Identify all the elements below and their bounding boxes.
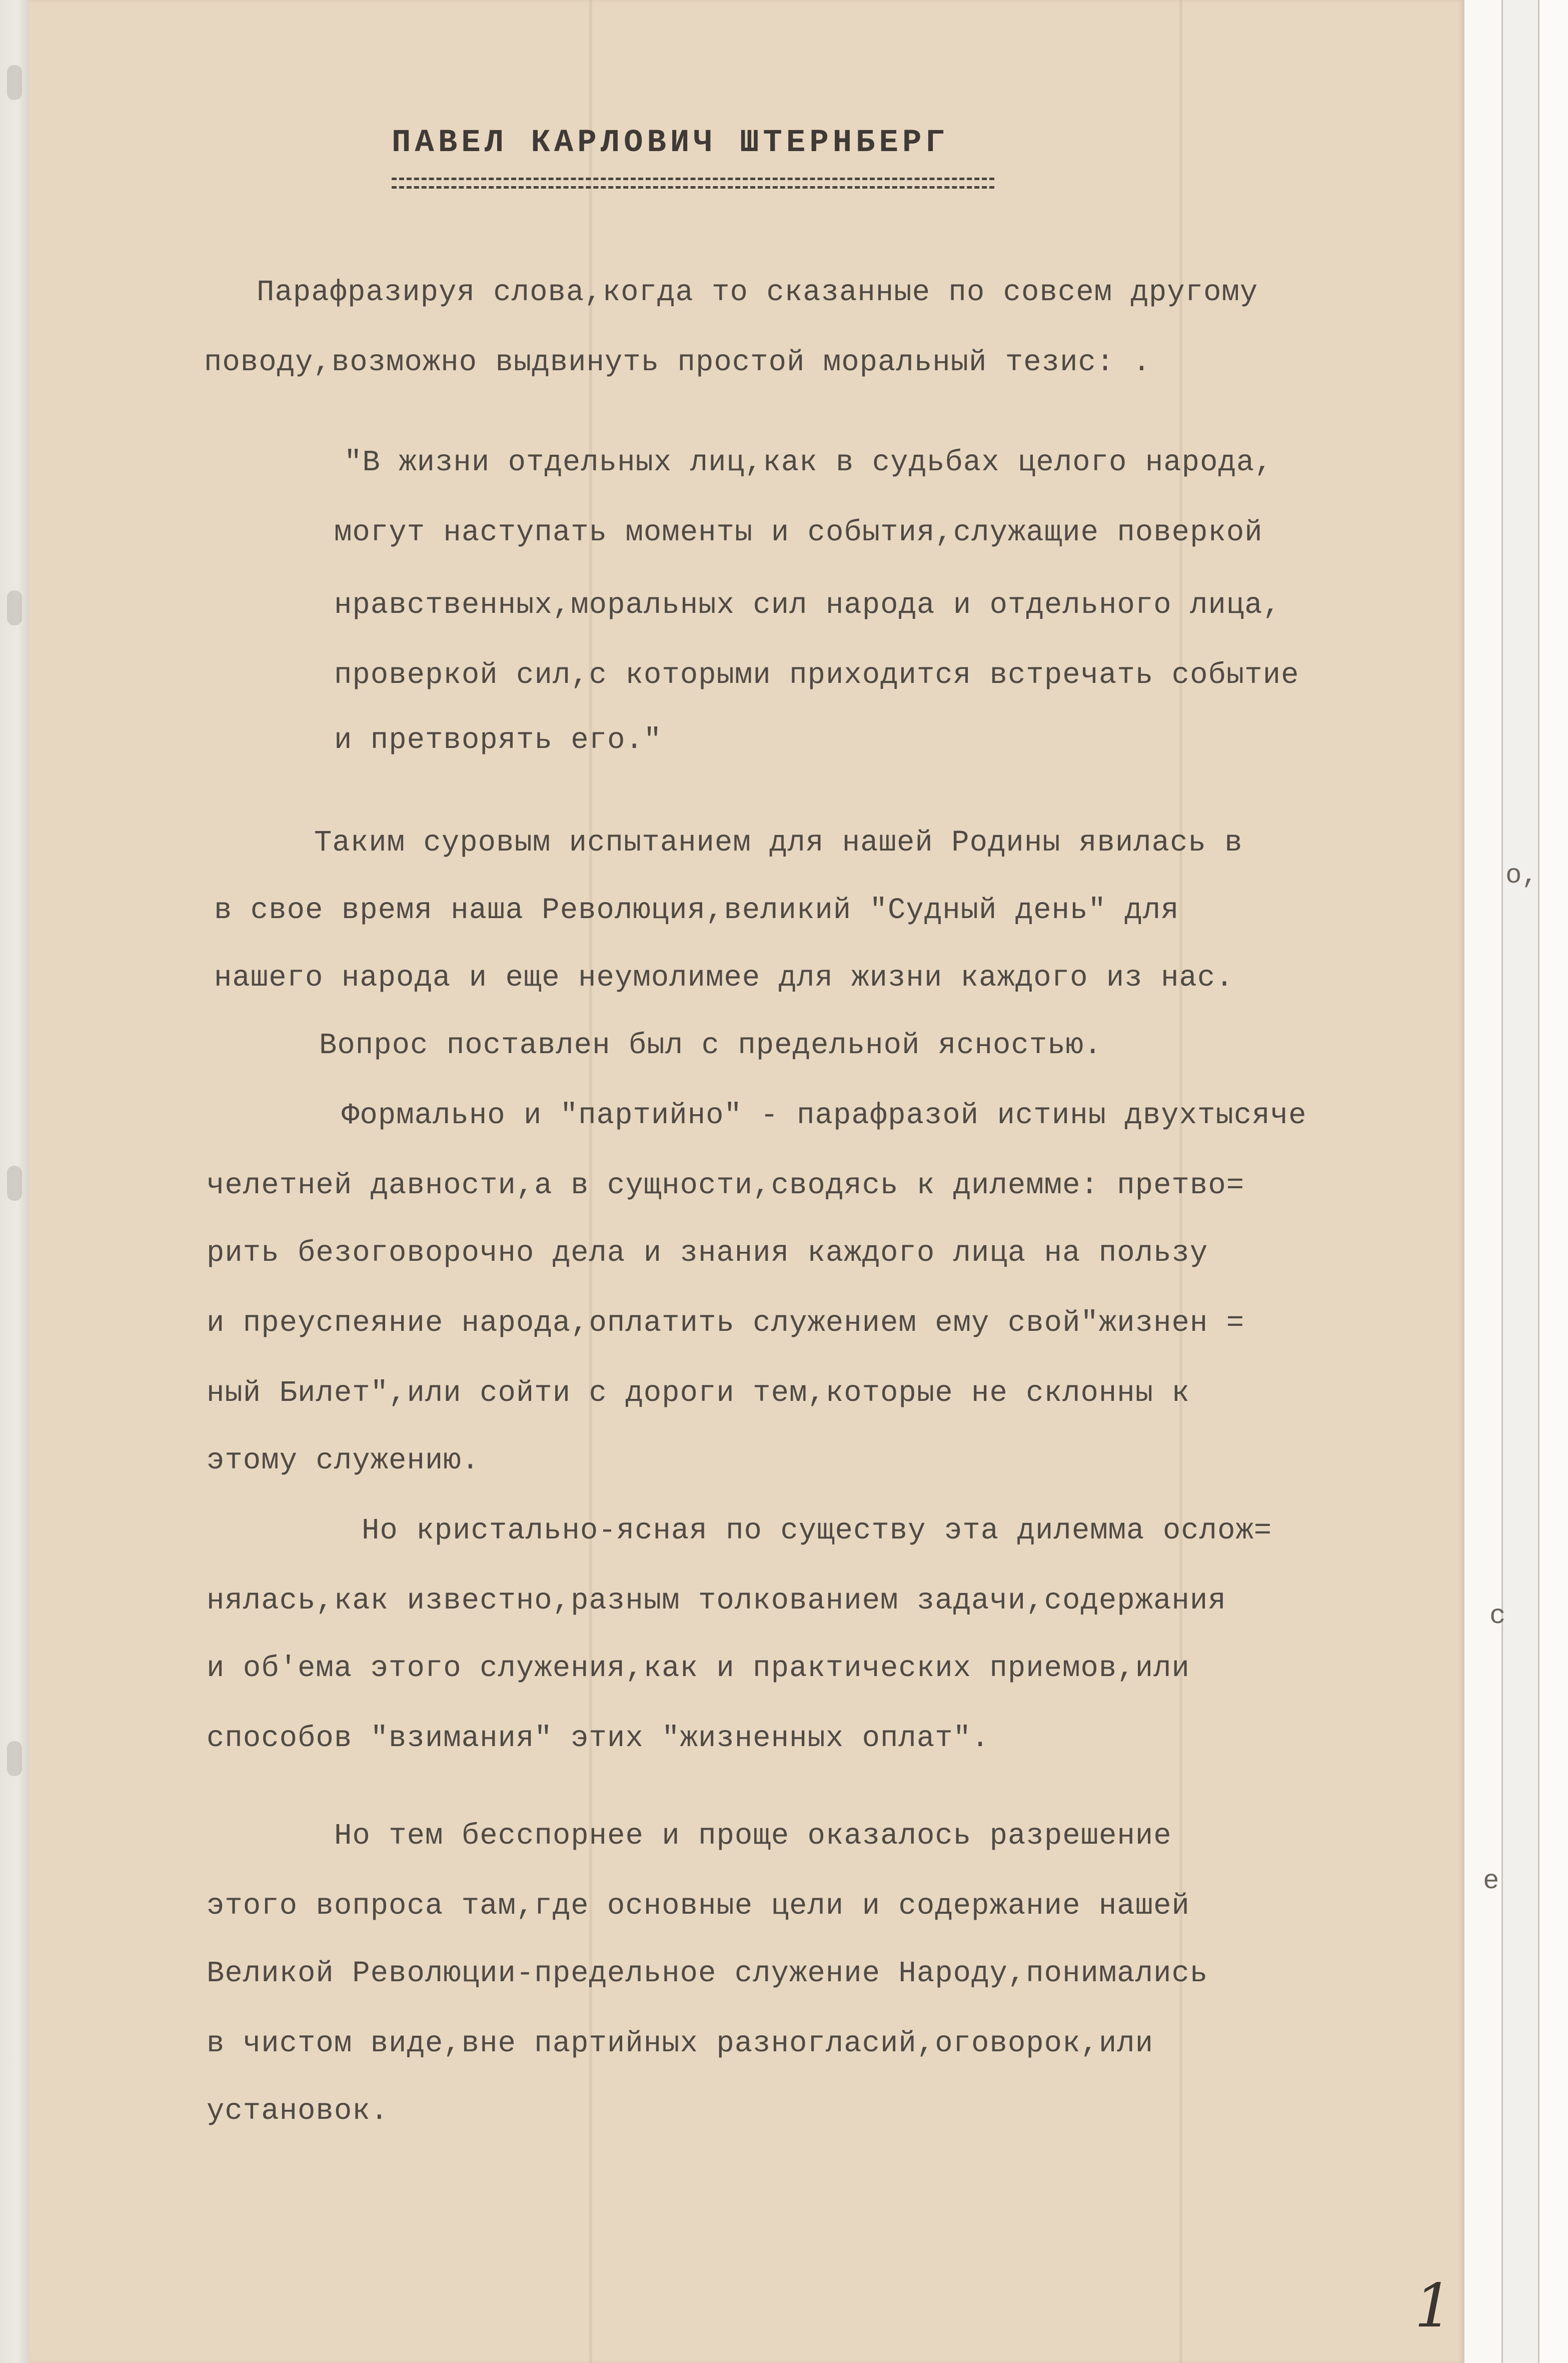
margin-mark: с [1489, 1601, 1506, 1632]
text-line: этому служению. [207, 1444, 480, 1477]
text-line: способов "взимания" этих "жизненных оплат". [207, 1722, 990, 1755]
text-line: могут наступать моменты и события,служащие поверкой [334, 516, 1263, 549]
text-line: "В жизни отдельных лиц,как в судьбах целого народа, [344, 446, 1273, 479]
document-title: ПАВЕЛ КАРЛОВИЧ ШТЕРНБЕРГ [392, 125, 949, 161]
binding-strip [0, 0, 29, 2363]
text-line: Великой Революции-предельное служение Народу,понимались [207, 1957, 1208, 1990]
binding-hole [7, 1166, 22, 1201]
text-line: и претворять его." [334, 723, 662, 757]
text-line: установок. [207, 2094, 389, 2128]
text-line: и преуспеяние народа,оплатить служением ему свой"жизнен = [207, 1306, 1245, 1340]
margin-mark: е [1483, 1866, 1499, 1897]
title-underline [392, 178, 994, 180]
text-line: Формально и "партийно" - парафразой истины двухтысяче [342, 1099, 1307, 1132]
document-page [29, 0, 1464, 2363]
text-line: в свое время наша Революция,великий "Судный день" для [214, 894, 1179, 927]
text-line: ный Билет",или сойти с дороги тем,которые не склонны к [207, 1376, 1190, 1410]
text-line: этого вопроса там,где основные цели и содержание нашей [207, 1889, 1190, 1923]
text-line: поводу,возможно выдвинуть простой моральный тезис: . [204, 346, 1151, 379]
underlying-sheet [1538, 0, 1568, 2363]
text-line: Таким суровым испытанием для нашей Родины явилась в [314, 826, 1243, 860]
text-line: Но кристально-ясная по существу эта дилемма ослож= [362, 1514, 1272, 1547]
binding-hole [7, 590, 22, 625]
text-line: Парафразируя слова,когда то сказанные по совсем другому [257, 276, 1258, 309]
text-line: рить безоговорочно дела и знания каждого лица на пользу [207, 1236, 1208, 1270]
text-line: нашего народа и еще неумолимее для жизни каждого из нас. [214, 961, 1234, 995]
text-line: и об'ема этого служения,как и практических приемов,или [207, 1652, 1190, 1685]
binding-hole [7, 65, 22, 100]
title-underline [392, 186, 994, 189]
text-line: в чистом виде,вне партийных разногласий,оговорок,или [207, 2027, 1154, 2060]
text-line: проверкой сил,с которыми приходится встречать событие [334, 658, 1299, 692]
text-line: челетней давности,а в сущности,сводясь к дилемме: претво= [207, 1169, 1245, 1202]
text-line: нялась,как известно,разным толкованием задачи,содержания [207, 1584, 1226, 1618]
text-line: Вопрос поставлен был с предельной ясностью. [319, 1029, 1102, 1062]
margin-mark: о, [1505, 861, 1538, 891]
binding-hole [7, 1741, 22, 1776]
text-line: Но тем бесспорнее и проще оказалось разрешение [334, 1819, 1172, 1853]
text-line: нравственных,моральных сил народа и отдельного лица, [334, 588, 1281, 622]
page-number: 1 [1414, 2271, 1453, 2341]
